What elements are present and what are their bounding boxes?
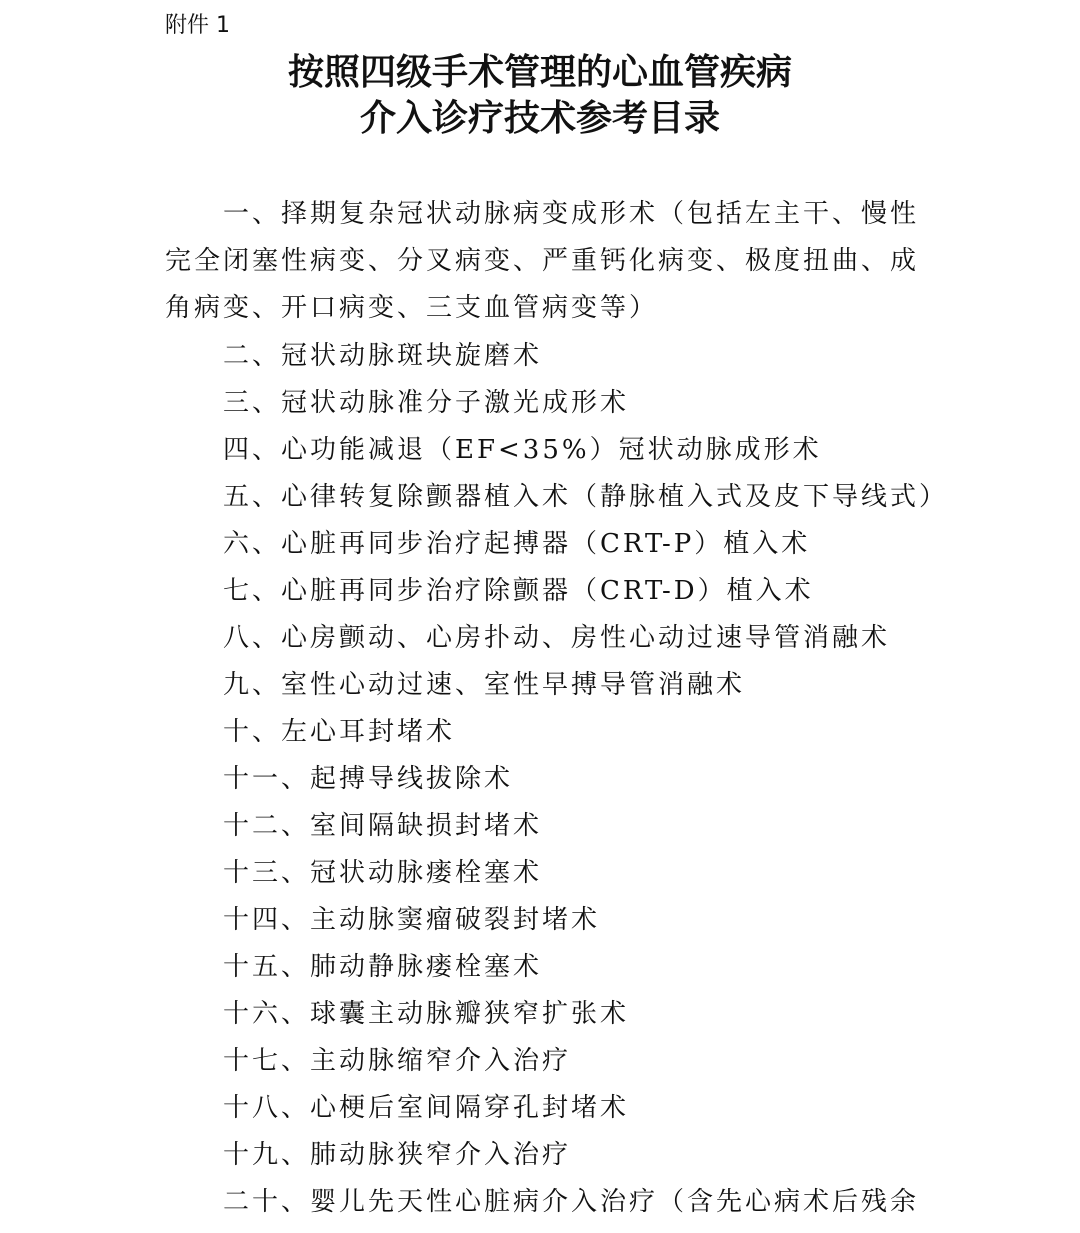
- list-item-2: 二、冠状动脉斑块旋磨术: [223, 341, 543, 371]
- list-item-6: 六、心脏再同步治疗起搏器（CRT-P）植入术: [223, 529, 811, 559]
- list-item-3: 三、冠状动脉准分子激光成形术: [223, 388, 630, 418]
- document-title-line-1: 按照四级手术管理的心血管疾病: [287, 52, 792, 93]
- list-item-20: 二十、婴儿先天性心脏病介入治疗（含先心病术后残余: [223, 1187, 920, 1217]
- attachment-label: 附件 1: [165, 13, 230, 38]
- list-item-5: 五、心律转复除颤器植入术（静脉植入式及皮下导线式）: [223, 482, 949, 512]
- list-item-8: 八、心房颤动、心房扑动、房性心动过速导管消融术: [223, 623, 891, 653]
- list-item-12: 十二、室间隔缺损封堵术: [223, 811, 543, 841]
- list-item-11: 十一、起搏导线拔除术: [223, 764, 514, 794]
- document-title-line-2: 介入诊疗技术参考目录: [359, 98, 720, 139]
- list-item-13: 十三、冠状动脉瘘栓塞术: [223, 858, 543, 888]
- list-item-16: 十六、球囊主动脉瓣狭窄扩张术: [223, 999, 630, 1029]
- list-item-9: 九、室性心动过速、室性早搏导管消融术: [223, 670, 746, 700]
- list-item-17: 十七、主动脉缩窄介入治疗: [223, 1046, 572, 1076]
- list-item-19: 十九、肺动脉狭窄介入治疗: [223, 1140, 572, 1170]
- list-item-14: 十四、主动脉窦瘤破裂封堵术: [223, 905, 601, 935]
- list-item-4: 四、心功能减退（EF<35%）冠状动脉成形术: [223, 435, 822, 465]
- list-item-1: 一、择期复杂冠状动脉病变成形术（包括左主干、慢性完全闭塞性病变、分叉病变、严重钙化病变、极度扭曲、成角病变、开口病变、三支血管病变等）: [165, 199, 920, 323]
- list-item-15: 十五、肺动静脉瘘栓塞术: [223, 952, 543, 982]
- list-item-7: 七、心脏再同步治疗除颤器（CRT-D）植入术: [223, 576, 814, 606]
- list-item-18: 十八、心梗后室间隔穿孔封堵术: [223, 1093, 630, 1123]
- list-item-10: 十、左心耳封堵术: [223, 717, 456, 747]
